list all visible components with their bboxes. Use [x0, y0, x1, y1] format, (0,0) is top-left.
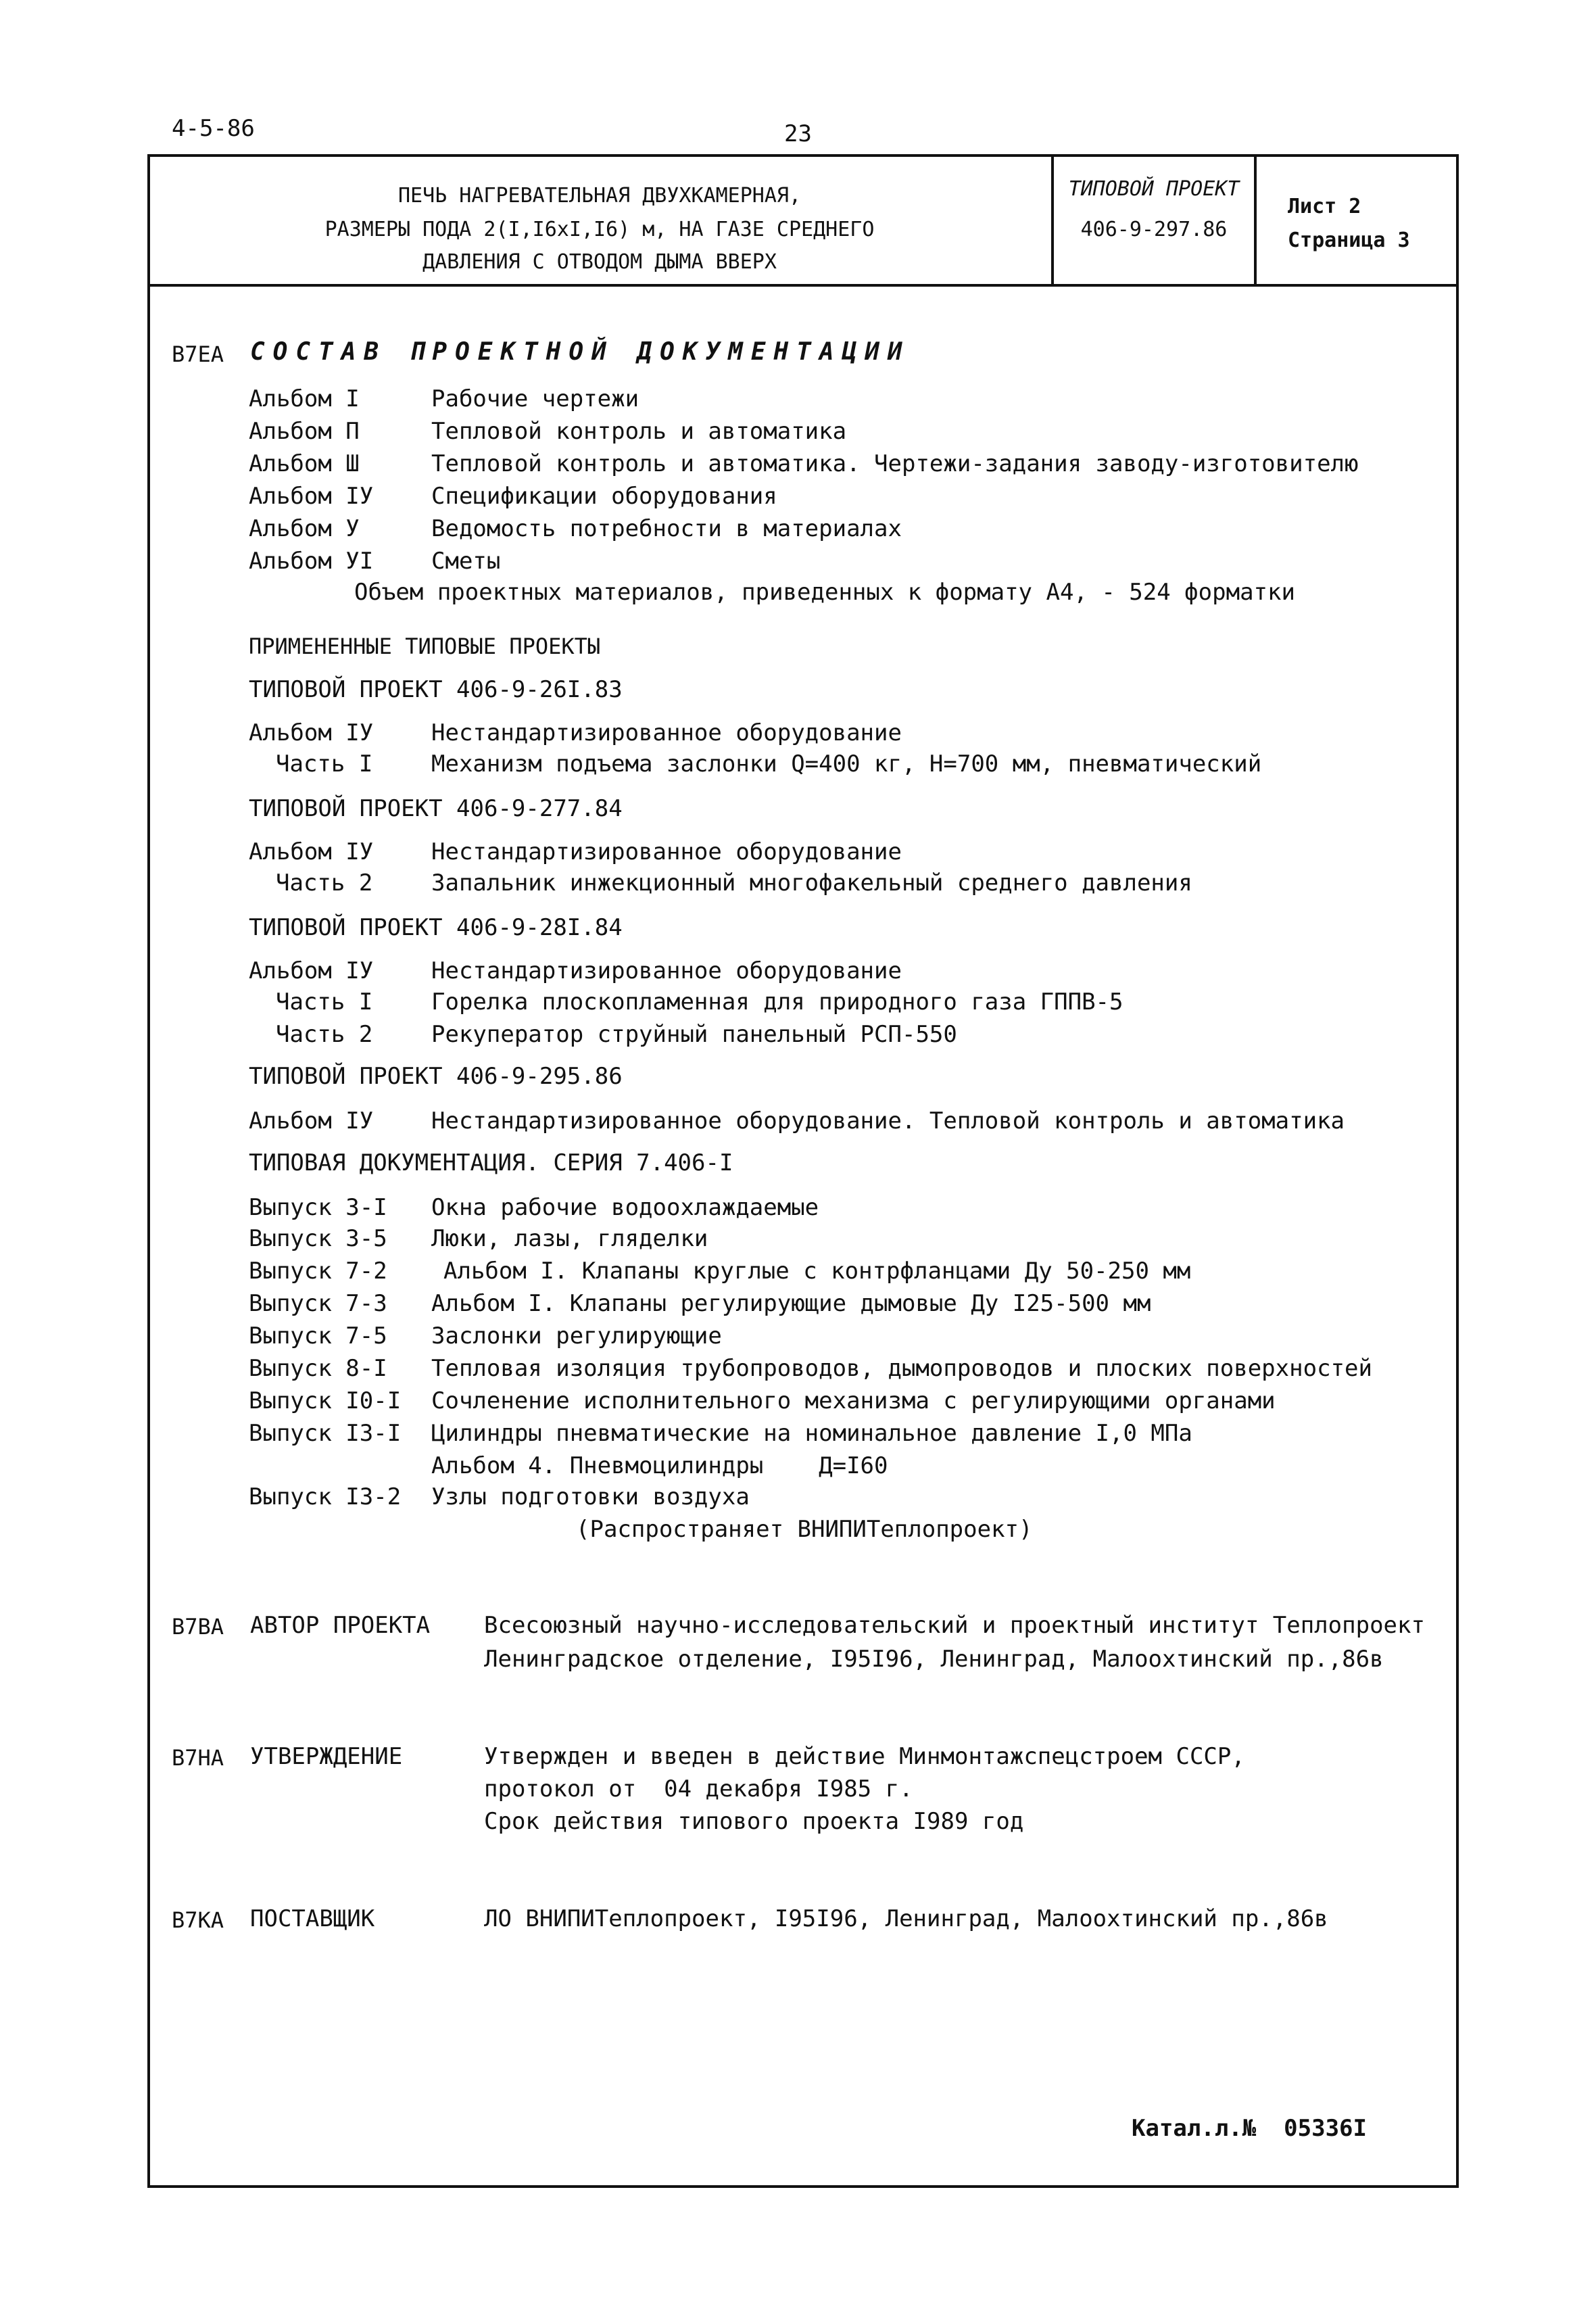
- author-label: АВТОР ПРОЕКТА: [250, 1612, 431, 1639]
- album-label: Альбом П: [249, 418, 360, 445]
- sheet-number: Лист 2: [1288, 195, 1361, 218]
- album-text: Рабочие чертежи: [431, 385, 639, 412]
- title-block-bottom-line: [147, 284, 1459, 287]
- series-item-text: Люки, лазы, гляделки: [431, 1225, 708, 1252]
- album-label: Альбом УI: [249, 548, 374, 575]
- project-row-text: Нестандартизированное оборудование. Тепловой контроль и автоматика: [431, 1107, 1345, 1135]
- project-row-text: Нестандартизированное оборудование: [431, 838, 902, 865]
- series-distributor: (Распространяет ВНИПИТеплопроект): [576, 1516, 1033, 1543]
- series-item-text: Сочленение исполнительного механизма с регулирующими органами: [431, 1387, 1276, 1414]
- applied-heading: ПРИМЕНЕННЫЕ ТИПОВЫЕ ПРОЕКТЫ: [249, 634, 601, 659]
- project-row-label: Часть I: [276, 750, 373, 778]
- supplier-code: В7КА: [172, 1907, 224, 1933]
- album-text: Спецификации оборудования: [431, 483, 777, 510]
- series-item-text: Тепловая изоляция трубопроводов, дымопроводов и плоских поверхностей: [431, 1355, 1372, 1382]
- series-item-label: Выпуск 8-I: [249, 1355, 387, 1382]
- project-row-text: Рекуператор струйный панельный РСП-550: [431, 1021, 957, 1048]
- series-item-label: Выпуск I3-2: [249, 1483, 402, 1510]
- page-code: 4-5-86: [172, 115, 255, 142]
- supplier-text: ЛО ВНИПИТеплопроект, I95I96, Ленинград, Малоохтинский пр.,86в: [484, 1905, 1328, 1932]
- project-label: ТИПОВОЙ ПРОЕКТ: [1068, 177, 1240, 201]
- approval-line-3: Срок действия типового проекта I989 год: [484, 1808, 1024, 1835]
- project-row-text: Запальник инжекционный многофакельный среднего давления: [431, 869, 1192, 897]
- supplier-label: ПОСТАВЩИК: [250, 1905, 375, 1932]
- author-code: В7ВА: [172, 1614, 224, 1640]
- composition-heading: СОСТАВ ПРОЕКТНОЙ ДОКУМЕНТАЦИИ: [250, 338, 911, 366]
- page-number: 23: [784, 120, 812, 147]
- project-row-label: Альбом IУ: [249, 719, 374, 746]
- series-item-text: Заслонки регулирующие: [431, 1322, 722, 1350]
- project-row-label: Часть I: [276, 988, 373, 1016]
- album-text: Ведомость потребности в материалах: [431, 515, 902, 542]
- approval-line-2: протокол от 04 декабря I985 г.: [484, 1775, 913, 1803]
- series-heading: ТИПОВАЯ ДОКУМЕНТАЦИЯ. СЕРИЯ 7.406-I: [249, 1149, 733, 1176]
- series-item-label: Выпуск 3-5: [249, 1225, 387, 1252]
- series-item-text: Окна рабочие водоохлаждаемые: [431, 1194, 819, 1221]
- title-block-divider-2: [1254, 154, 1257, 287]
- series-item-label: Выпуск 7-5: [249, 1322, 387, 1350]
- title-line-3: ДАВЛЕНИЯ С ОТВОДОМ ДЫМА ВВЕРХ: [422, 250, 777, 274]
- project-row-label: Альбом IУ: [249, 957, 374, 984]
- project-row-text: Механизм подъема заслонки Q=400 кг, H=700 мм, пневматический: [431, 750, 1262, 778]
- catalog-number: Катал.л.№ 05336I: [1132, 2115, 1367, 2142]
- series-item-text: Альбом 4. Пневмоцилиндры Д=I60: [431, 1452, 888, 1479]
- album-label: Альбом IУ: [249, 483, 374, 510]
- project-row-label: Альбом IУ: [249, 838, 374, 865]
- album-label: Альбом У: [249, 515, 360, 542]
- title-line-2: РАЗМЕРЫ ПОДА 2(I,I6xI,I6) м, НА ГАЗЕ СРЕДНЕГО: [324, 218, 875, 241]
- project-row-label: Часть 2: [276, 869, 373, 897]
- series-item-label: Выпуск 7-3: [249, 1290, 387, 1317]
- album-text: Тепловой контроль и автоматика. Чертежи-задания заводу-изготовителю: [431, 450, 1359, 477]
- project-row-text: Нестандартизированное оборудование: [431, 719, 902, 746]
- project-title: ТИПОВОЙ ПРОЕКТ 406-9-26I.83: [249, 676, 623, 703]
- composition-code: В7ЕА: [172, 341, 224, 367]
- volume-line: Объем проектных материалов, приведенных к формату А4, - 524 форматки: [354, 579, 1295, 606]
- series-item-text: Узлы подготовки воздуха: [431, 1483, 750, 1510]
- project-title: ТИПОВОЙ ПРОЕКТ 406-9-295.86: [249, 1063, 623, 1090]
- album-label: Альбом I: [249, 385, 360, 412]
- album-text: Тепловой контроль и автоматика: [431, 418, 847, 445]
- project-row-label: Альбом IУ: [249, 1107, 374, 1135]
- series-item-label: Выпуск 3-I: [249, 1194, 387, 1221]
- series-item-text: Цилиндры пневматические на номинальное давление I,0 МПа: [431, 1420, 1192, 1447]
- project-title: ТИПОВОЙ ПРОЕКТ 406-9-277.84: [249, 795, 623, 822]
- project-title: ТИПОВОЙ ПРОЕКТ 406-9-28I.84: [249, 914, 623, 941]
- album-text: Сметы: [431, 548, 501, 575]
- approval-code: В7НА: [172, 1745, 224, 1771]
- series-item-label: Выпуск 7-2: [249, 1258, 387, 1285]
- author-line-2: Ленинградское отделение, I95I96, Ленинград, Малоохтинский пр.,86в: [484, 1646, 1384, 1673]
- title-line-1: ПЕЧЬ НАГРЕВАТЕЛЬНАЯ ДВУХКАМЕРНАЯ,: [397, 184, 802, 208]
- project-number: 406-9-297.86: [1080, 218, 1228, 241]
- series-item-text: Альбом I. Клапаны круглые с контрфланцами Ду 50-250 мм: [443, 1258, 1191, 1285]
- series-item-label: Выпуск I3-I: [249, 1420, 402, 1447]
- project-row-label: Часть 2: [276, 1021, 373, 1048]
- album-label: Альбом Ш: [249, 450, 360, 477]
- project-row-text: Нестандартизированное оборудование: [431, 957, 902, 984]
- project-row-text: Горелка плоскопламенная для природного газа ГППВ-5: [431, 988, 1123, 1016]
- page-label: Страница 3: [1288, 229, 1410, 252]
- author-line-1: Всесоюзный научно-исследовательский и проектный институт Теплопроект: [484, 1612, 1425, 1639]
- approval-label: УТВЕРЖДЕНИЕ: [250, 1743, 403, 1770]
- series-item-text: Альбом I. Клапаны регулирующие дымовые Ду I25-500 мм: [431, 1290, 1151, 1317]
- series-item-label: Выпуск I0-I: [249, 1387, 402, 1414]
- approval-line-1: Утвержден и введен в действие Минмонтажспецстроем СССР,: [484, 1743, 1245, 1770]
